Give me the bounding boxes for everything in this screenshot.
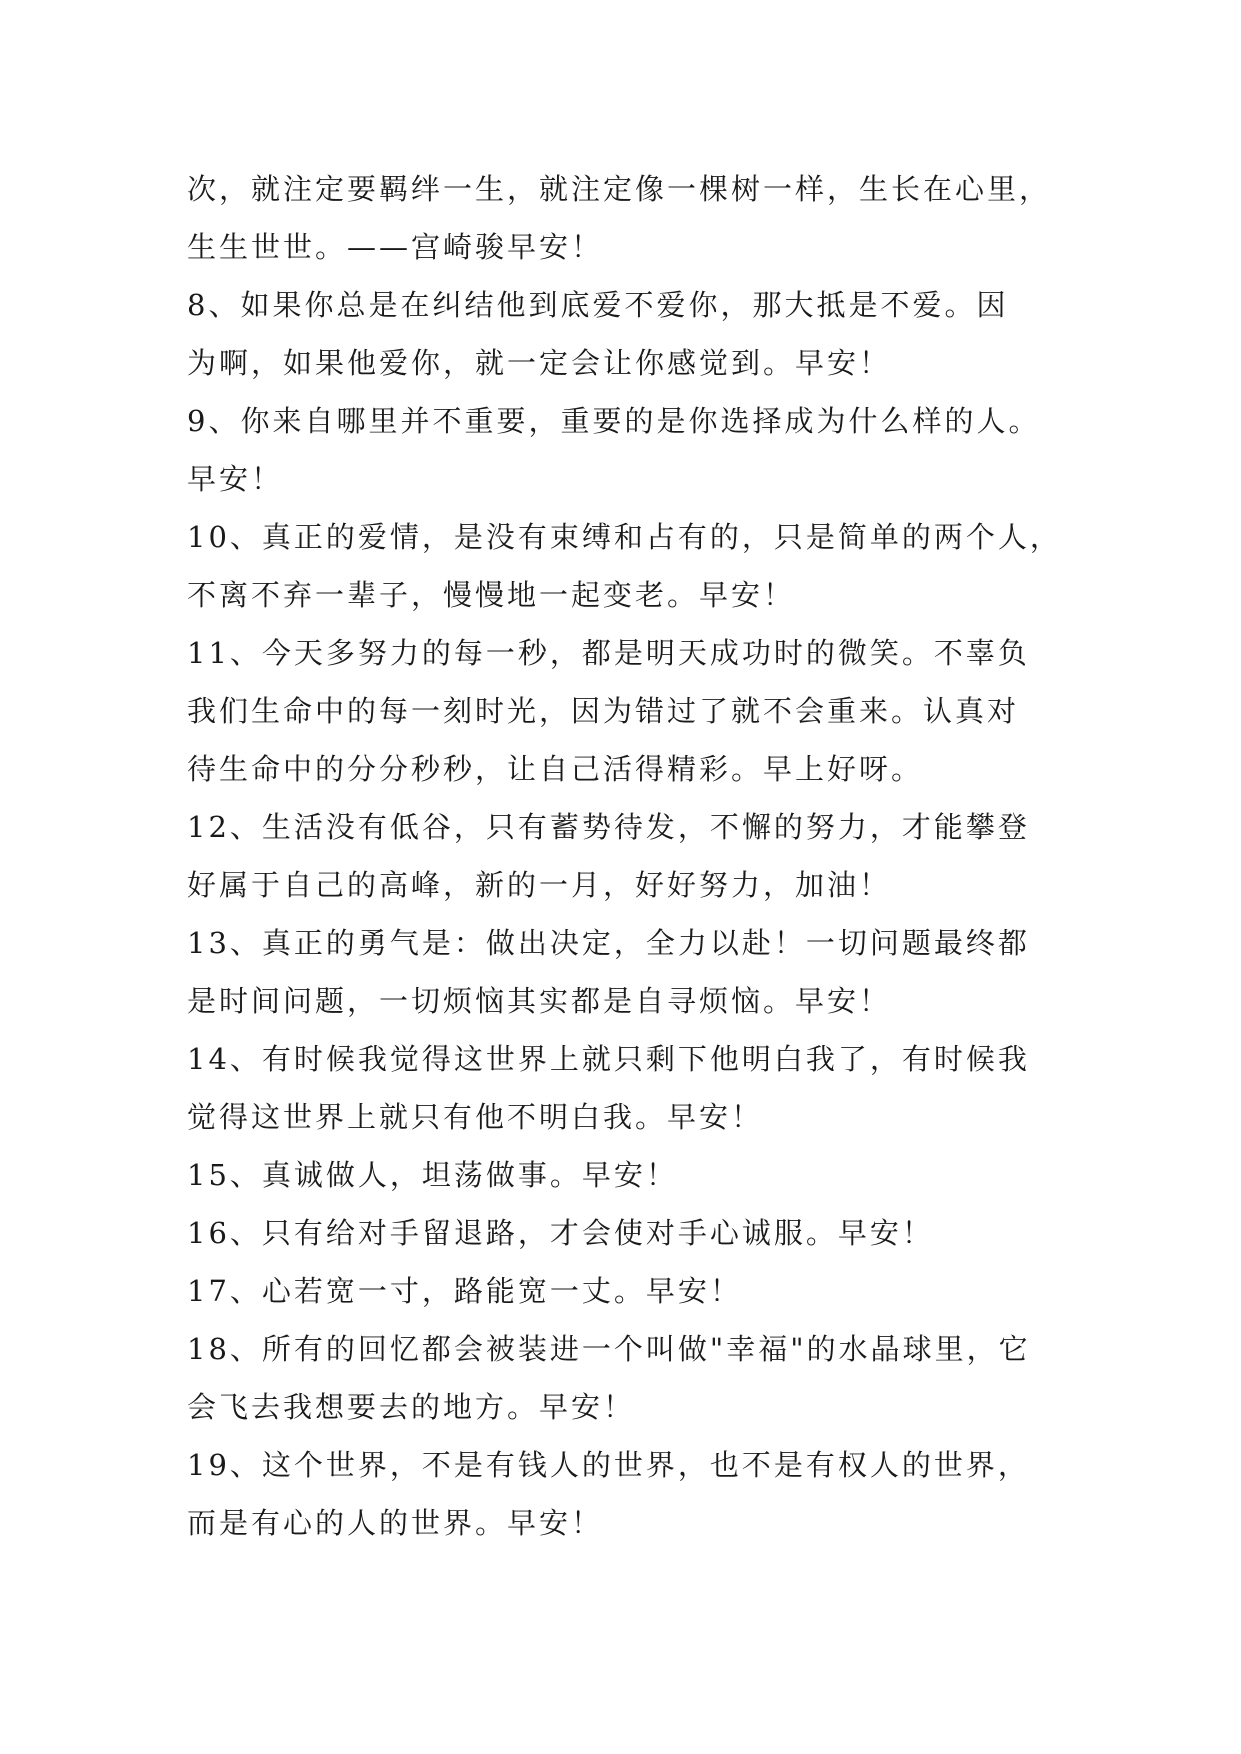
- text-line: 为啊，如果他爱你，就一定会让你感觉到。早安！: [187, 346, 892, 380]
- text-line: 11、今天多努力的每一秒，都是明天成功时的微笑。不辜负: [187, 636, 1030, 670]
- text-line: 会飞去我想要去的地方。早安！: [187, 1390, 636, 1424]
- text-line: 待生命中的分分秒秒，让自己活得精彩。早上好呀。: [187, 752, 924, 786]
- text-line: 生生世世。——宫崎骏早安！: [187, 230, 604, 264]
- text-line: 是时间问题，一切烦恼其实都是自寻烦恼。早安！: [187, 984, 892, 1018]
- text-line: 觉得这世界上就只有他不明白我。早安！: [187, 1100, 764, 1134]
- text-line: 9、你来自哪里并不重要，重要的是你选择成为什么样的人。: [187, 404, 1041, 438]
- text-line: 19、这个世界，不是有钱人的世界，也不是有权人的世界，: [187, 1448, 1030, 1482]
- text-line: 8、如果你总是在纠结他到底爱不爱你，那大抵是不爱。因: [187, 288, 1009, 322]
- text-line: 16、只有给对手留退路，才会使对手心诚服。早安！: [187, 1216, 934, 1250]
- text-line: 17、心若宽一寸，路能宽一丈。早安！: [187, 1274, 742, 1308]
- text-line: 15、真诚做人，坦荡做事。早安！: [187, 1158, 678, 1192]
- text-line: 不离不弃一辈子，慢慢地一起变老。早安！: [187, 578, 796, 612]
- text-line: 12、生活没有低谷，只有蓄势待发，不懈的努力，才能攀登: [187, 810, 1030, 844]
- text-line: 14、有时候我觉得这世界上就只剩下他明白我了，有时候我: [187, 1042, 1030, 1076]
- document-body: [187, 160, 1067, 1552]
- text-line: 18、所有的回忆都会被装进一个叫做"幸福"的水晶球里，它: [187, 1332, 1031, 1366]
- text-line: 次，就注定要羁绊一生，就注定像一棵树一样，生长在心里，: [187, 172, 1052, 206]
- text-line: 早安！: [187, 462, 284, 496]
- text-line: 好属于自己的高峰，新的一月，好好努力，加油！: [187, 868, 892, 902]
- text-line: 而是有心的人的世界。早安！: [187, 1506, 604, 1540]
- text-line: 13、真正的勇气是：做出决定，全力以赴！一切问题最终都: [187, 926, 1030, 960]
- text-line: 我们生命中的每一刻时光，因为错过了就不会重来。认真对: [187, 694, 1020, 728]
- text-line: 10、真正的爱情，是没有束缚和占有的，只是简单的两个人，: [187, 520, 1062, 554]
